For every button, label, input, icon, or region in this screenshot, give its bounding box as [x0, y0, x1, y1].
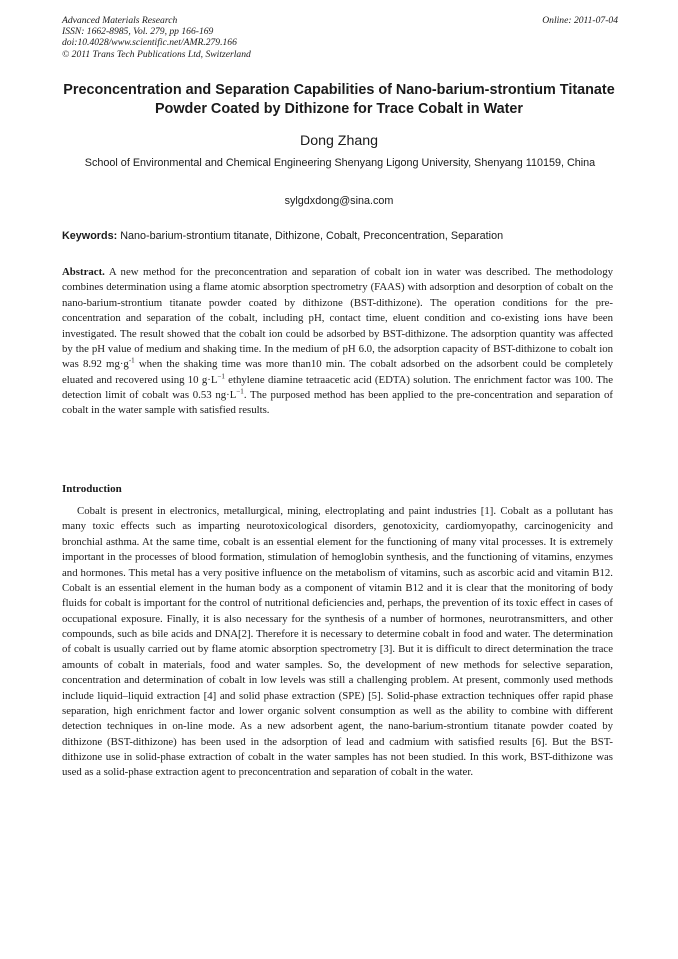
journal-name: Advanced Materials Research: [62, 15, 178, 26]
keywords-label: Keywords:: [62, 230, 118, 242]
copyright-line: © 2011 Trans Tech Publications Ltd, Switzerland: [62, 48, 251, 60]
paper-title: Preconcentration and Separation Capabilities of Nano-barium-strontium Titanate Powder Coated by Dithizone for Trace Cobalt in Water: [63, 82, 615, 117]
keywords-text: Nano-barium-strontium titanate, Dithizone, Cobalt, Preconcentration, Separation: [117, 230, 504, 242]
doi-line: doi:10.4028/www.scientific.net/AMR.279.166: [62, 37, 237, 49]
author-affiliation: School of Environmental and Chemical Engineering Shenyang Ligong University, Shenyang 110159, China: [84, 157, 596, 169]
introduction-heading: Introduction: [62, 483, 122, 495]
abstract: [62, 265, 613, 419]
abstract-text-1: A new method for the preconcentration and separation of cobalt ion in water was described. The methodology combines determination using a flame atomic absorption spectrometry (FAAS) with adsorption and desorption of cobalt on the nano-barium-strontium titanate powder coated by dithizone (BST-dithizone). The operation conditions for the pre-concentration and separation of the cobalt, including pH, contact time, eluent condition and co-existing ions have been investigated. The result showed that the cobalt ion could be adsorbed by BST-dithizone. The adsorption quantity was affected by the pH value of medium and shaking time. In the medium of pH 6.0, the adsorption capacity of BST-dithizone to cobalt ion was 8.92 mg·g: [62, 266, 613, 371]
abstract-text-2: when the shaking time was more than10 min. The cobalt adsorbed on the adsorbent could be completely eluated and recovered using 10 g·L: [62, 358, 614, 386]
abstract-text-4: . The purposed method has been applied to the pre-concentration and separation of cobalt in the water sample with satisfied results.: [62, 389, 613, 417]
issn-line: ISSN: 1662-8985, Vol. 279, pp 166-169: [62, 26, 214, 38]
introduction-body: Cobalt is present in electronics, metallurgical, mining, electroplating and paint industries [1]. Cobalt as a pollutant has many toxic effects such as imparting neurotoxicological disorders, genotoxicity, cardiomyopathy, carcinogenicity and bronchial asthma. At the same time, cobalt is an essential element for the functioning of many vital processes. It is extremely important in the processes of blood formation, stimulation of hemoglobin synthesis, and the functioning of vitamins, enzymes and hormones. This metal has a very positive influence on the metabolism of vitamins, such as ascorbic acid and vitamin B12. Cobalt is an essential element in the human body as a component of vitamin B12 and it is clear that the monitoring of body fluids for cobalt is important for the control of nutritional deficiencies and, perhaps, the prevention of its toxic effect in cases of occupational exposure. Finally, it is also necessary for the synthesis of a number of hormones, neurotransmitters, and other compounds, such as bile acids and DNA[2]. Therefore it is necessary to determine cobalt in food and water. The determination of cobalt is usually carried out by flame atomic absorption spectrometry [3]. But it is difficult to direct determination the trace amounts of cobalt in materials, food and water samples. So, the development of new methods for selective separation, concentration and determination of cobalt in low levels was still a challenging problem. At present, commonly used methods include liquid–liquid extraction [4] and solid phase extraction (SPE) [5]. Solid-phase extraction techniques offer rapid phase separation, high enrichment factor and lower organic solvent consumption as well as the ability to combine with different detection techniques in on-line mode. As a new adsorbent agent, the nano-barium-strontium titanate powder coated by dithizone (BST-dithizone) has been used in the adsorption of lead and cadmium with satisfied results [6]. But the BST-dithizone use in solid-phase extraction of cobalt in the water samples has not been studied. In this work, BST-dithizone was used as a solid-phase extraction agent to preconcentration and separation of cobalt in the water.: [62, 505, 613, 779]
online-date: Online: 2011-07-04: [542, 15, 618, 26]
abstract-sup-1: -1: [128, 356, 135, 365]
abstract-text-3: ethylene diamine tetraacetic acid (EDTA) solution. The enrichment factor was 100. The detection limit of cobalt was 0.53 ng·L: [62, 373, 613, 401]
journal-header: [62, 15, 618, 60]
abstract-sup-2: −1: [217, 372, 225, 381]
author-name: Dong Zhang: [299, 133, 379, 149]
keywords: [62, 229, 622, 243]
abstract-label: Abstract.: [62, 266, 105, 278]
abstract-sup-3: −1: [236, 387, 244, 396]
author-email: sylgdxdong@sina.com: [284, 195, 394, 207]
